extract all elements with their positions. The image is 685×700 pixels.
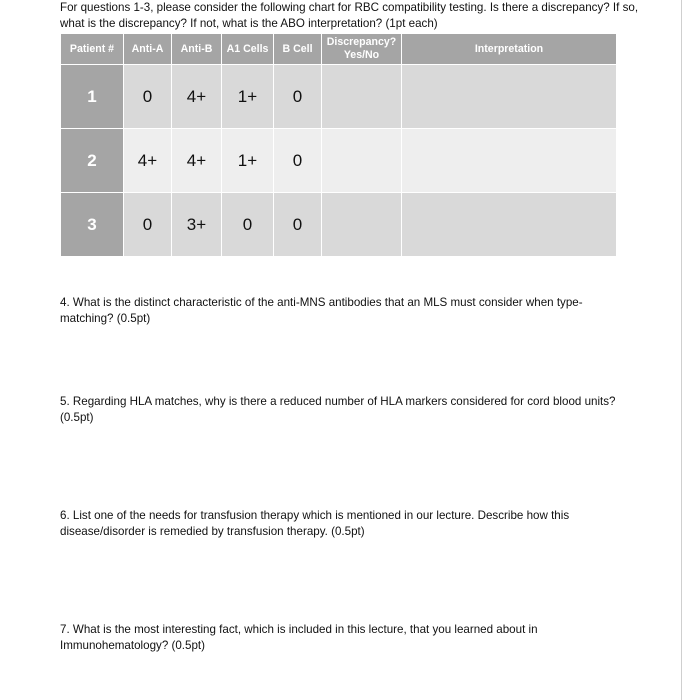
header-interpretation: Interpretation	[402, 34, 617, 65]
anti-a-value: 0	[124, 193, 172, 257]
table-header-row	[61, 34, 617, 65]
anti-b-value: 4+	[172, 129, 222, 193]
anti-b-value: 4+	[172, 65, 222, 129]
discrepancy-cell[interactable]	[322, 129, 402, 193]
interpretation-cell[interactable]	[402, 129, 617, 193]
anti-b-value: 3+	[172, 193, 222, 257]
page-edge	[681, 0, 682, 700]
b-cell-value: 0	[274, 129, 322, 193]
patient-number: 3	[61, 193, 124, 257]
header-patient: Patient #	[61, 34, 124, 65]
a1-cells-value: 1+	[222, 129, 274, 193]
a1-cells-value: 1+	[222, 65, 274, 129]
header-a1-cells: A1 Cells	[222, 34, 274, 65]
discrepancy-cell[interactable]	[322, 65, 402, 129]
interpretation-cell[interactable]	[402, 65, 617, 129]
question-7: 7. What is the most interesting fact, which is included in this lecture, that you learned about in Immunohematology? (0.5pt)	[60, 623, 538, 652]
discrepancy-cell[interactable]	[322, 193, 402, 257]
anti-a-value: 0	[124, 65, 172, 129]
a1-cells-value: 0	[222, 193, 274, 257]
anti-a-value: 4+	[124, 129, 172, 193]
patient-number: 2	[61, 129, 124, 193]
interpretation-cell[interactable]	[402, 193, 617, 257]
question-5: 5. Regarding HLA matches, why is there a reduced number of HLA markers considered for cord blood units? (0.5pt)	[60, 395, 616, 424]
header-discrepancy-line2: Yes/No	[343, 49, 380, 61]
question-6: 6. List one of the needs for transfusion therapy which is mentioned in our lecture. Describe how this disease/disorder is remedied by transfusion therapy. (0.5pt)	[60, 509, 570, 538]
question-4: 4. What is the distinct characteristic of the anti-MNS antibodies that an MLS must consider when type-matching? (0.5pt)	[60, 296, 583, 325]
patient-number: 1	[61, 65, 124, 129]
table-row	[61, 193, 617, 257]
header-discrepancy-line1: Discrepancy?	[326, 36, 397, 48]
table-row	[61, 129, 617, 193]
table-row	[61, 65, 617, 129]
header-discrepancy	[322, 34, 402, 65]
instructions-text: For questions 1-3, please consider the following chart for RBC compatibility testing. Is there a discrepancy? If so, what is the discrepancy? If not, what is the ABO interpretation? (1pt each)	[60, 1, 639, 30]
header-anti-b: Anti-B	[172, 34, 222, 65]
b-cell-value: 0	[274, 65, 322, 129]
rbc-compatibility-table	[60, 33, 617, 257]
header-anti-a: Anti-A	[124, 34, 172, 65]
header-b-cell: B Cell	[274, 34, 322, 65]
b-cell-value: 0	[274, 193, 322, 257]
